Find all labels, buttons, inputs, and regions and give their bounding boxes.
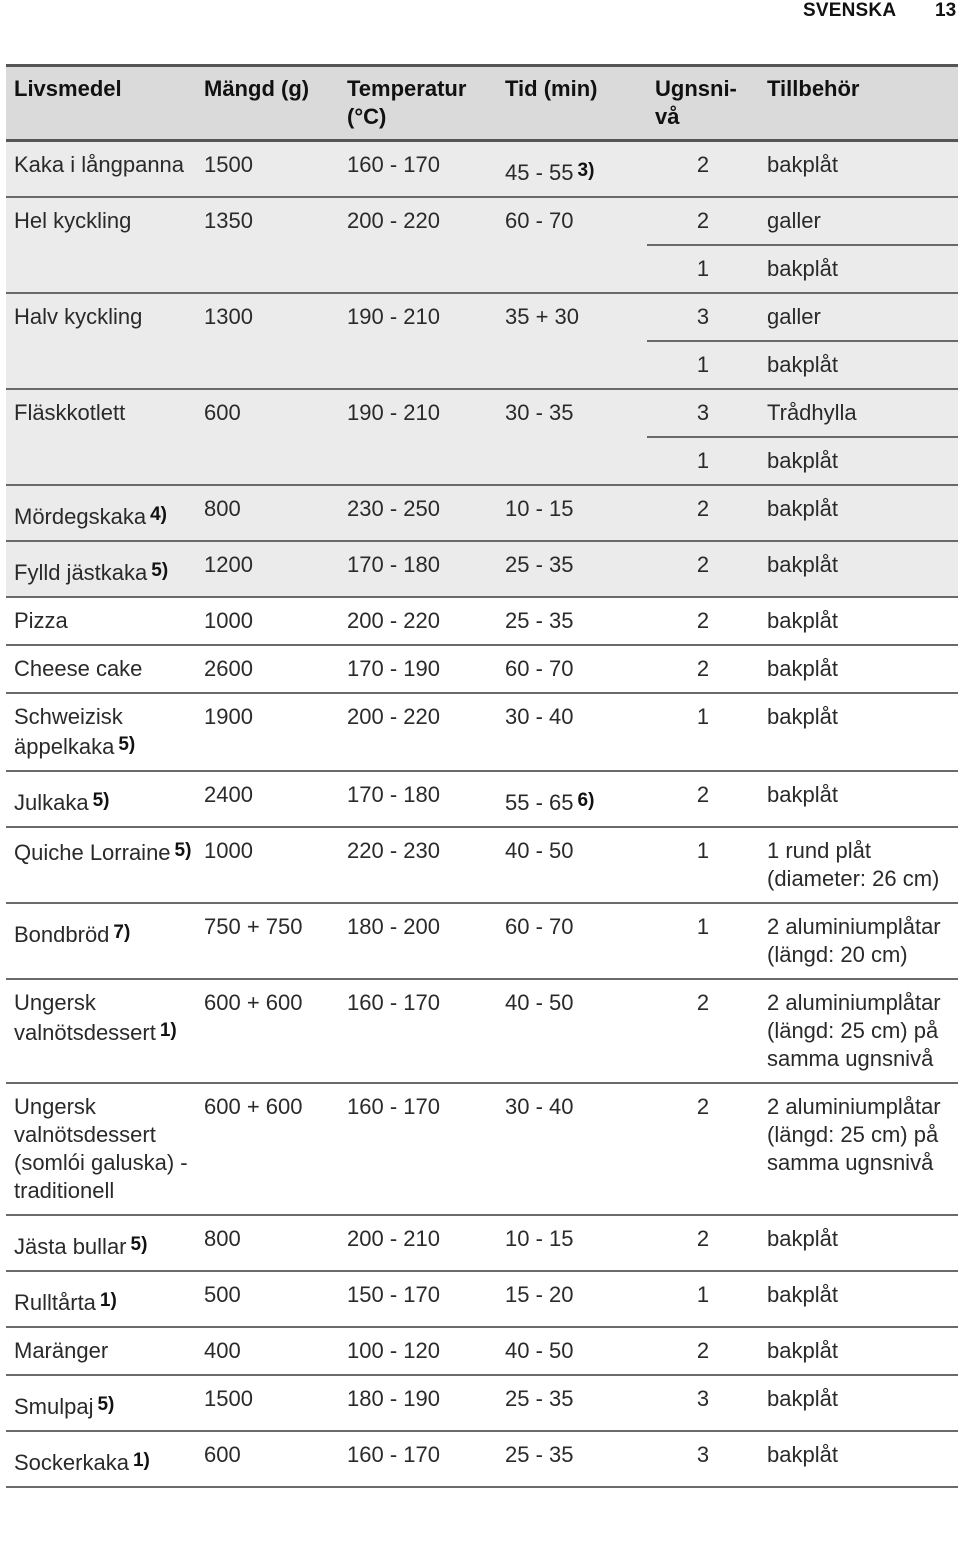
food-cell — [6, 293, 196, 389]
level-cell: 2 — [647, 1327, 759, 1375]
temperature-cell: 180 - 190 — [339, 1375, 497, 1431]
amount-cell: 800 — [196, 485, 339, 541]
table-row — [6, 979, 958, 1083]
header-level: Ugnsni-vå — [647, 66, 759, 141]
temperature-cell: 150 - 170 — [339, 1271, 497, 1327]
table-row — [6, 485, 958, 541]
food-name: Bondbröd — [14, 922, 110, 947]
time-cell: 40 - 50 — [497, 1327, 647, 1375]
food-cell — [6, 979, 196, 1083]
level-cell: 2 — [647, 485, 759, 541]
food-name: Mördegskaka — [14, 504, 147, 529]
footnote-ref: 1) — [159, 1020, 177, 1041]
accessory-cell: bakplåt — [759, 1271, 958, 1327]
amount-cell: 1900 — [196, 693, 339, 771]
footnote-ref: 1) — [132, 1450, 150, 1471]
table-row — [6, 293, 958, 341]
amount-cell: 1500 — [196, 1375, 339, 1431]
level-cell: 1 — [647, 903, 759, 979]
amount-cell: 600 — [196, 1431, 339, 1487]
footnote-ref: 5) — [92, 790, 110, 811]
level-cell: 1 — [647, 341, 759, 389]
table-row — [6, 597, 958, 645]
food-name: Maränger — [14, 1338, 109, 1363]
food-cell — [6, 1375, 196, 1431]
accessory-cell: 1 rund plåt (diameter: 26 cm) — [759, 827, 958, 903]
accessory-cell: bakplåt — [759, 1327, 958, 1375]
time-cell — [497, 141, 647, 198]
temperature-cell: 160 - 170 — [339, 141, 497, 198]
amount-cell: 750 + 750 — [196, 903, 339, 979]
amount-cell: 600 + 600 — [196, 1083, 339, 1215]
food-cell — [6, 827, 196, 903]
temperature-cell: 100 - 120 — [339, 1327, 497, 1375]
food-name: Pizza — [14, 608, 68, 633]
header-amount: Mängd (g) — [196, 66, 339, 141]
time-cell: 40 - 50 — [497, 827, 647, 903]
footnote-ref: 1) — [99, 1290, 117, 1311]
temperature-cell: 160 - 170 — [339, 1431, 497, 1487]
amount-cell: 1300 — [196, 293, 339, 389]
accessory-cell: bakplåt — [759, 1431, 958, 1487]
food-cell — [6, 141, 196, 198]
time-cell: 15 - 20 — [497, 1271, 647, 1327]
time-value: 55 - 65 — [505, 790, 574, 815]
time-cell: 25 - 35 — [497, 541, 647, 597]
food-name: Kaka i långpanna — [14, 152, 185, 177]
accessory-cell: bakplåt — [759, 771, 958, 827]
accessory-cell: bakplåt — [759, 341, 958, 389]
footnote-ref: 5) — [151, 560, 169, 581]
amount-cell: 1000 — [196, 827, 339, 903]
accessory-cell: bakplåt — [759, 693, 958, 771]
food-name: Ungersk valnötsdessert (somlói galuska) - traditionell — [14, 1094, 188, 1203]
temperature-cell: 200 - 220 — [339, 597, 497, 645]
accessory-cell: bakplåt — [759, 645, 958, 693]
amount-cell: 1200 — [196, 541, 339, 597]
header-accessory: Tillbehör — [759, 66, 958, 141]
level-cell: 2 — [647, 1083, 759, 1215]
temperature-cell: 220 - 230 — [339, 827, 497, 903]
temperature-cell: 200 - 210 — [339, 1215, 497, 1271]
cooking-table — [6, 64, 958, 1488]
table-row — [6, 903, 958, 979]
table-row — [6, 645, 958, 693]
food-cell — [6, 645, 196, 693]
food-name: Sockerkaka — [14, 1450, 129, 1475]
food-name: Smulpaj — [14, 1394, 94, 1419]
level-cell: 2 — [647, 645, 759, 693]
food-cell — [6, 903, 196, 979]
level-cell: 2 — [647, 541, 759, 597]
level-cell: 3 — [647, 293, 759, 341]
food-name: Cheese cake — [14, 656, 143, 681]
food-name: Fläskkotlett — [14, 400, 126, 425]
accessory-cell: bakplåt — [759, 1215, 958, 1271]
time-cell: 10 - 15 — [497, 1215, 647, 1271]
time-cell: 10 - 15 — [497, 485, 647, 541]
food-cell — [6, 389, 196, 485]
food-name: Julkaka — [14, 790, 89, 815]
food-name: Rulltårta — [14, 1290, 96, 1315]
accessory-cell: bakplåt — [759, 541, 958, 597]
level-cell: 1 — [647, 1271, 759, 1327]
table-row — [6, 827, 958, 903]
food-cell — [6, 1083, 196, 1215]
language-label: SVENSKA — [803, 0, 897, 21]
table-row — [6, 1271, 958, 1327]
accessory-cell: bakplåt — [759, 245, 958, 293]
accessory-cell: Trådhylla — [759, 389, 958, 437]
temperature-cell: 230 - 250 — [339, 485, 497, 541]
food-cell — [6, 1327, 196, 1375]
accessory-cell: 2 aluminiumplåtar (längd: 25 cm) på samma ugnsnivå — [759, 979, 958, 1083]
table-row — [6, 1375, 958, 1431]
table-row — [6, 771, 958, 827]
accessory-cell: bakplåt — [759, 437, 958, 485]
temperature-cell: 160 - 170 — [339, 1083, 497, 1215]
footnote-ref: 7) — [113, 922, 131, 943]
header-temperature: Temperatur (°C) — [339, 66, 497, 141]
time-cell: 35 + 30 — [497, 293, 647, 389]
accessory-cell: bakplåt — [759, 597, 958, 645]
food-name: Hel kyckling — [14, 208, 132, 233]
header-food: Livsmedel — [6, 66, 196, 141]
level-cell: 1 — [647, 245, 759, 293]
level-cell: 2 — [647, 771, 759, 827]
table-row — [6, 1215, 958, 1271]
level-cell: 1 — [647, 693, 759, 771]
header-time: Tid (min) — [497, 66, 647, 141]
time-cell: 60 - 70 — [497, 645, 647, 693]
table-row — [6, 197, 958, 245]
time-cell: 25 - 35 — [497, 1431, 647, 1487]
time-cell: 30 - 40 — [497, 1083, 647, 1215]
level-cell: 2 — [647, 141, 759, 198]
temperature-cell: 170 - 190 — [339, 645, 497, 693]
temperature-cell: 200 - 220 — [339, 693, 497, 771]
time-cell: 40 - 50 — [497, 979, 647, 1083]
table-row — [6, 1327, 958, 1375]
table-body — [6, 141, 958, 1488]
amount-cell: 2600 — [196, 645, 339, 693]
food-cell — [6, 1431, 196, 1487]
accessory-cell: bakplåt — [759, 141, 958, 198]
amount-cell: 2400 — [196, 771, 339, 827]
temperature-cell: 200 - 220 — [339, 197, 497, 293]
food-name: Quiche Lorraine — [14, 840, 171, 865]
table-row — [6, 1083, 958, 1215]
food-cell — [6, 485, 196, 541]
accessory-cell: 2 aluminiumplåtar (längd: 25 cm) på samma ugnsnivå — [759, 1083, 958, 1215]
time-cell: 60 - 70 — [497, 903, 647, 979]
table-header — [6, 66, 958, 141]
time-cell — [497, 771, 647, 827]
level-cell: 2 — [647, 597, 759, 645]
page-header — [0, 0, 960, 30]
temperature-cell: 190 - 210 — [339, 389, 497, 485]
temperature-cell: 160 - 170 — [339, 979, 497, 1083]
footnote-ref: 5) — [118, 734, 136, 755]
header-row — [6, 66, 958, 141]
time-cell: 25 - 35 — [497, 1375, 647, 1431]
footnote-ref: 3) — [577, 160, 595, 181]
table-row — [6, 693, 958, 771]
level-cell: 2 — [647, 197, 759, 245]
amount-cell: 600 — [196, 389, 339, 485]
table-row — [6, 389, 958, 437]
footnote-ref: 5) — [174, 840, 192, 861]
footnote-ref: 4) — [150, 504, 167, 525]
amount-cell: 800 — [196, 1215, 339, 1271]
footnote-ref: 6) — [577, 790, 595, 811]
time-cell: 60 - 70 — [497, 197, 647, 293]
accessory-cell: galler — [759, 197, 958, 245]
level-cell: 3 — [647, 1431, 759, 1487]
food-cell — [6, 541, 196, 597]
temperature-cell: 170 - 180 — [339, 541, 497, 597]
food-cell — [6, 597, 196, 645]
time-cell: 30 - 35 — [497, 389, 647, 485]
time-cell: 25 - 35 — [497, 597, 647, 645]
level-cell: 1 — [647, 437, 759, 485]
food-name: Fylld jästkaka — [14, 560, 148, 585]
footnote-ref: 5) — [130, 1234, 148, 1255]
food-name: Ungersk valnötsdessert — [14, 990, 156, 1045]
food-cell — [6, 197, 196, 293]
food-name: Jästa bullar — [14, 1234, 127, 1259]
page-number: 13 — [935, 0, 957, 21]
amount-cell: 600 + 600 — [196, 979, 339, 1083]
food-name: Halv kyckling — [14, 304, 143, 329]
table-row — [6, 141, 958, 198]
accessory-cell: bakplåt — [759, 485, 958, 541]
temperature-cell: 180 - 200 — [339, 903, 497, 979]
footnote-ref: 5) — [97, 1394, 115, 1415]
food-cell — [6, 771, 196, 827]
accessory-cell: galler — [759, 293, 958, 341]
temperature-cell: 170 - 180 — [339, 771, 497, 827]
amount-cell: 1000 — [196, 597, 339, 645]
food-name: Schweizisk äppelkaka — [14, 704, 123, 759]
amount-cell: 500 — [196, 1271, 339, 1327]
food-cell — [6, 693, 196, 771]
table-row — [6, 1431, 958, 1487]
time-value: 45 - 55 — [505, 160, 574, 185]
level-cell: 1 — [647, 827, 759, 903]
temperature-cell: 190 - 210 — [339, 293, 497, 389]
level-cell: 3 — [647, 389, 759, 437]
time-cell: 30 - 40 — [497, 693, 647, 771]
food-cell — [6, 1271, 196, 1327]
accessory-cell: bakplåt — [759, 1375, 958, 1431]
amount-cell: 1350 — [196, 197, 339, 293]
food-cell — [6, 1215, 196, 1271]
level-cell: 2 — [647, 979, 759, 1083]
level-cell: 2 — [647, 1215, 759, 1271]
amount-cell: 400 — [196, 1327, 339, 1375]
level-cell: 3 — [647, 1375, 759, 1431]
accessory-cell: 2 aluminiumplåtar (längd: 20 cm) — [759, 903, 958, 979]
table-row — [6, 541, 958, 597]
amount-cell: 1500 — [196, 141, 339, 198]
